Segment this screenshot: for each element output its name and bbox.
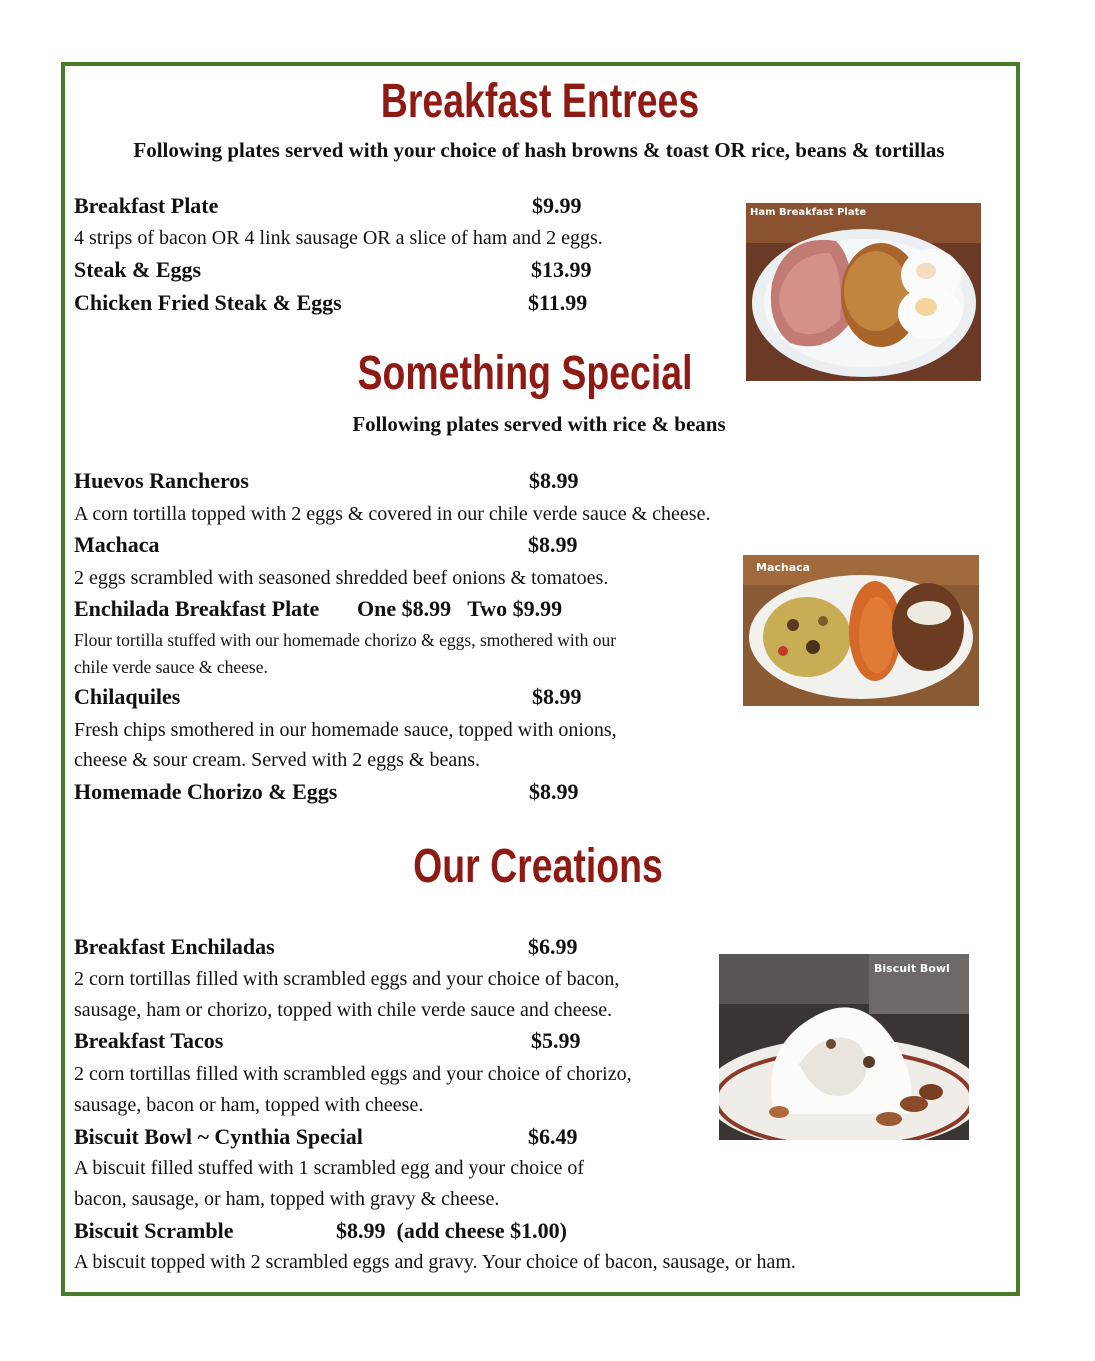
item-price: $5.99: [531, 1028, 581, 1053]
item-name: Biscuit Bowl ~ Cynthia Special: [74, 1124, 363, 1149]
section-subtitle-special: Following plates served with rice & beans: [352, 412, 726, 436]
item-price: One $8.99 Two $9.99: [357, 596, 563, 621]
item-name: Homemade Chorizo & Eggs: [74, 779, 338, 804]
item-description: bacon, sausage, or ham, topped with gravy & cheese.: [74, 1188, 500, 1210]
machaca-plate-photo: [743, 555, 979, 706]
item-name: Enchilada Breakfast Plate: [74, 596, 320, 621]
photo-caption: Ham Breakfast Plate: [750, 207, 867, 218]
biscuit-bowl-photo: [719, 954, 969, 1140]
item-name: Chilaquiles: [74, 684, 181, 709]
item-price: $8.99: [529, 779, 579, 804]
section-subtitle-breakfast: Following plates served with your choice of hash browns & toast OR rice, beans & tortillas: [133, 138, 945, 162]
item-description: sausage, ham or chorizo, topped with chile verde sauce and cheese.: [74, 999, 613, 1021]
item-price: $8.99: [532, 684, 582, 709]
item-description: A biscuit topped with 2 scrambled eggs and gravy. Your choice of bacon, sausage, or ham.: [74, 1251, 796, 1273]
item-price: $8.99: [529, 468, 579, 493]
item-name: Chicken Fried Steak & Eggs: [74, 290, 342, 315]
item-name: Huevos Rancheros: [74, 468, 249, 493]
ham-plate-photo: [746, 203, 981, 381]
item-price: $11.99: [528, 290, 588, 315]
section-title-creations: Our Creations: [413, 840, 663, 893]
section-title-special: Something Special: [357, 347, 693, 400]
item-description: sausage, bacon or ham, topped with cheese.: [74, 1094, 424, 1116]
item-name: Machaca: [74, 532, 160, 557]
item-description: A biscuit filled stuffed with 1 scrambled egg and your choice of: [74, 1157, 585, 1179]
item-price: $8.99: [528, 532, 578, 557]
item-description: 4 strips of bacon OR 4 link sausage OR a slice of ham and 2 eggs.: [74, 227, 603, 249]
item-price: $13.99: [531, 257, 592, 282]
item-description: 2 eggs scrambled with seasoned shredded beef onions & tomatoes.: [74, 567, 609, 589]
item-description: Fresh chips smothered in our homemade sauce, topped with onions,: [74, 719, 617, 741]
item-name: Steak & Eggs: [74, 257, 202, 282]
section-title-breakfast: Breakfast Entrees: [380, 75, 700, 128]
item-price: $8.99 (add cheese $1.00): [336, 1218, 567, 1243]
item-price: $9.99: [532, 193, 582, 218]
item-description: Flour tortilla stuffed with our homemade chorizo & eggs, smothered with our: [74, 630, 617, 650]
photo-caption: Biscuit Bowl: [874, 962, 950, 975]
item-name: Breakfast Plate: [74, 193, 219, 218]
item-name: Biscuit Scramble: [74, 1218, 234, 1243]
item-description: 2 corn tortillas filled with scrambled eggs and your choice of chorizo,: [74, 1063, 632, 1085]
item-description: 2 corn tortillas filled with scrambled eggs and your choice of bacon,: [74, 968, 620, 990]
item-description: cheese & sour cream. Served with 2 eggs & beans.: [74, 749, 480, 771]
item-price: $6.99: [528, 934, 578, 959]
item-name: Breakfast Enchiladas: [74, 934, 275, 959]
item-name: Breakfast Tacos: [74, 1028, 224, 1053]
item-price: $6.49: [528, 1124, 578, 1149]
item-description: A corn tortilla topped with 2 eggs & covered in our chile verde sauce & cheese.: [74, 503, 711, 525]
item-description: chile verde sauce & cheese.: [74, 657, 268, 677]
photo-caption: Machaca: [756, 561, 811, 574]
